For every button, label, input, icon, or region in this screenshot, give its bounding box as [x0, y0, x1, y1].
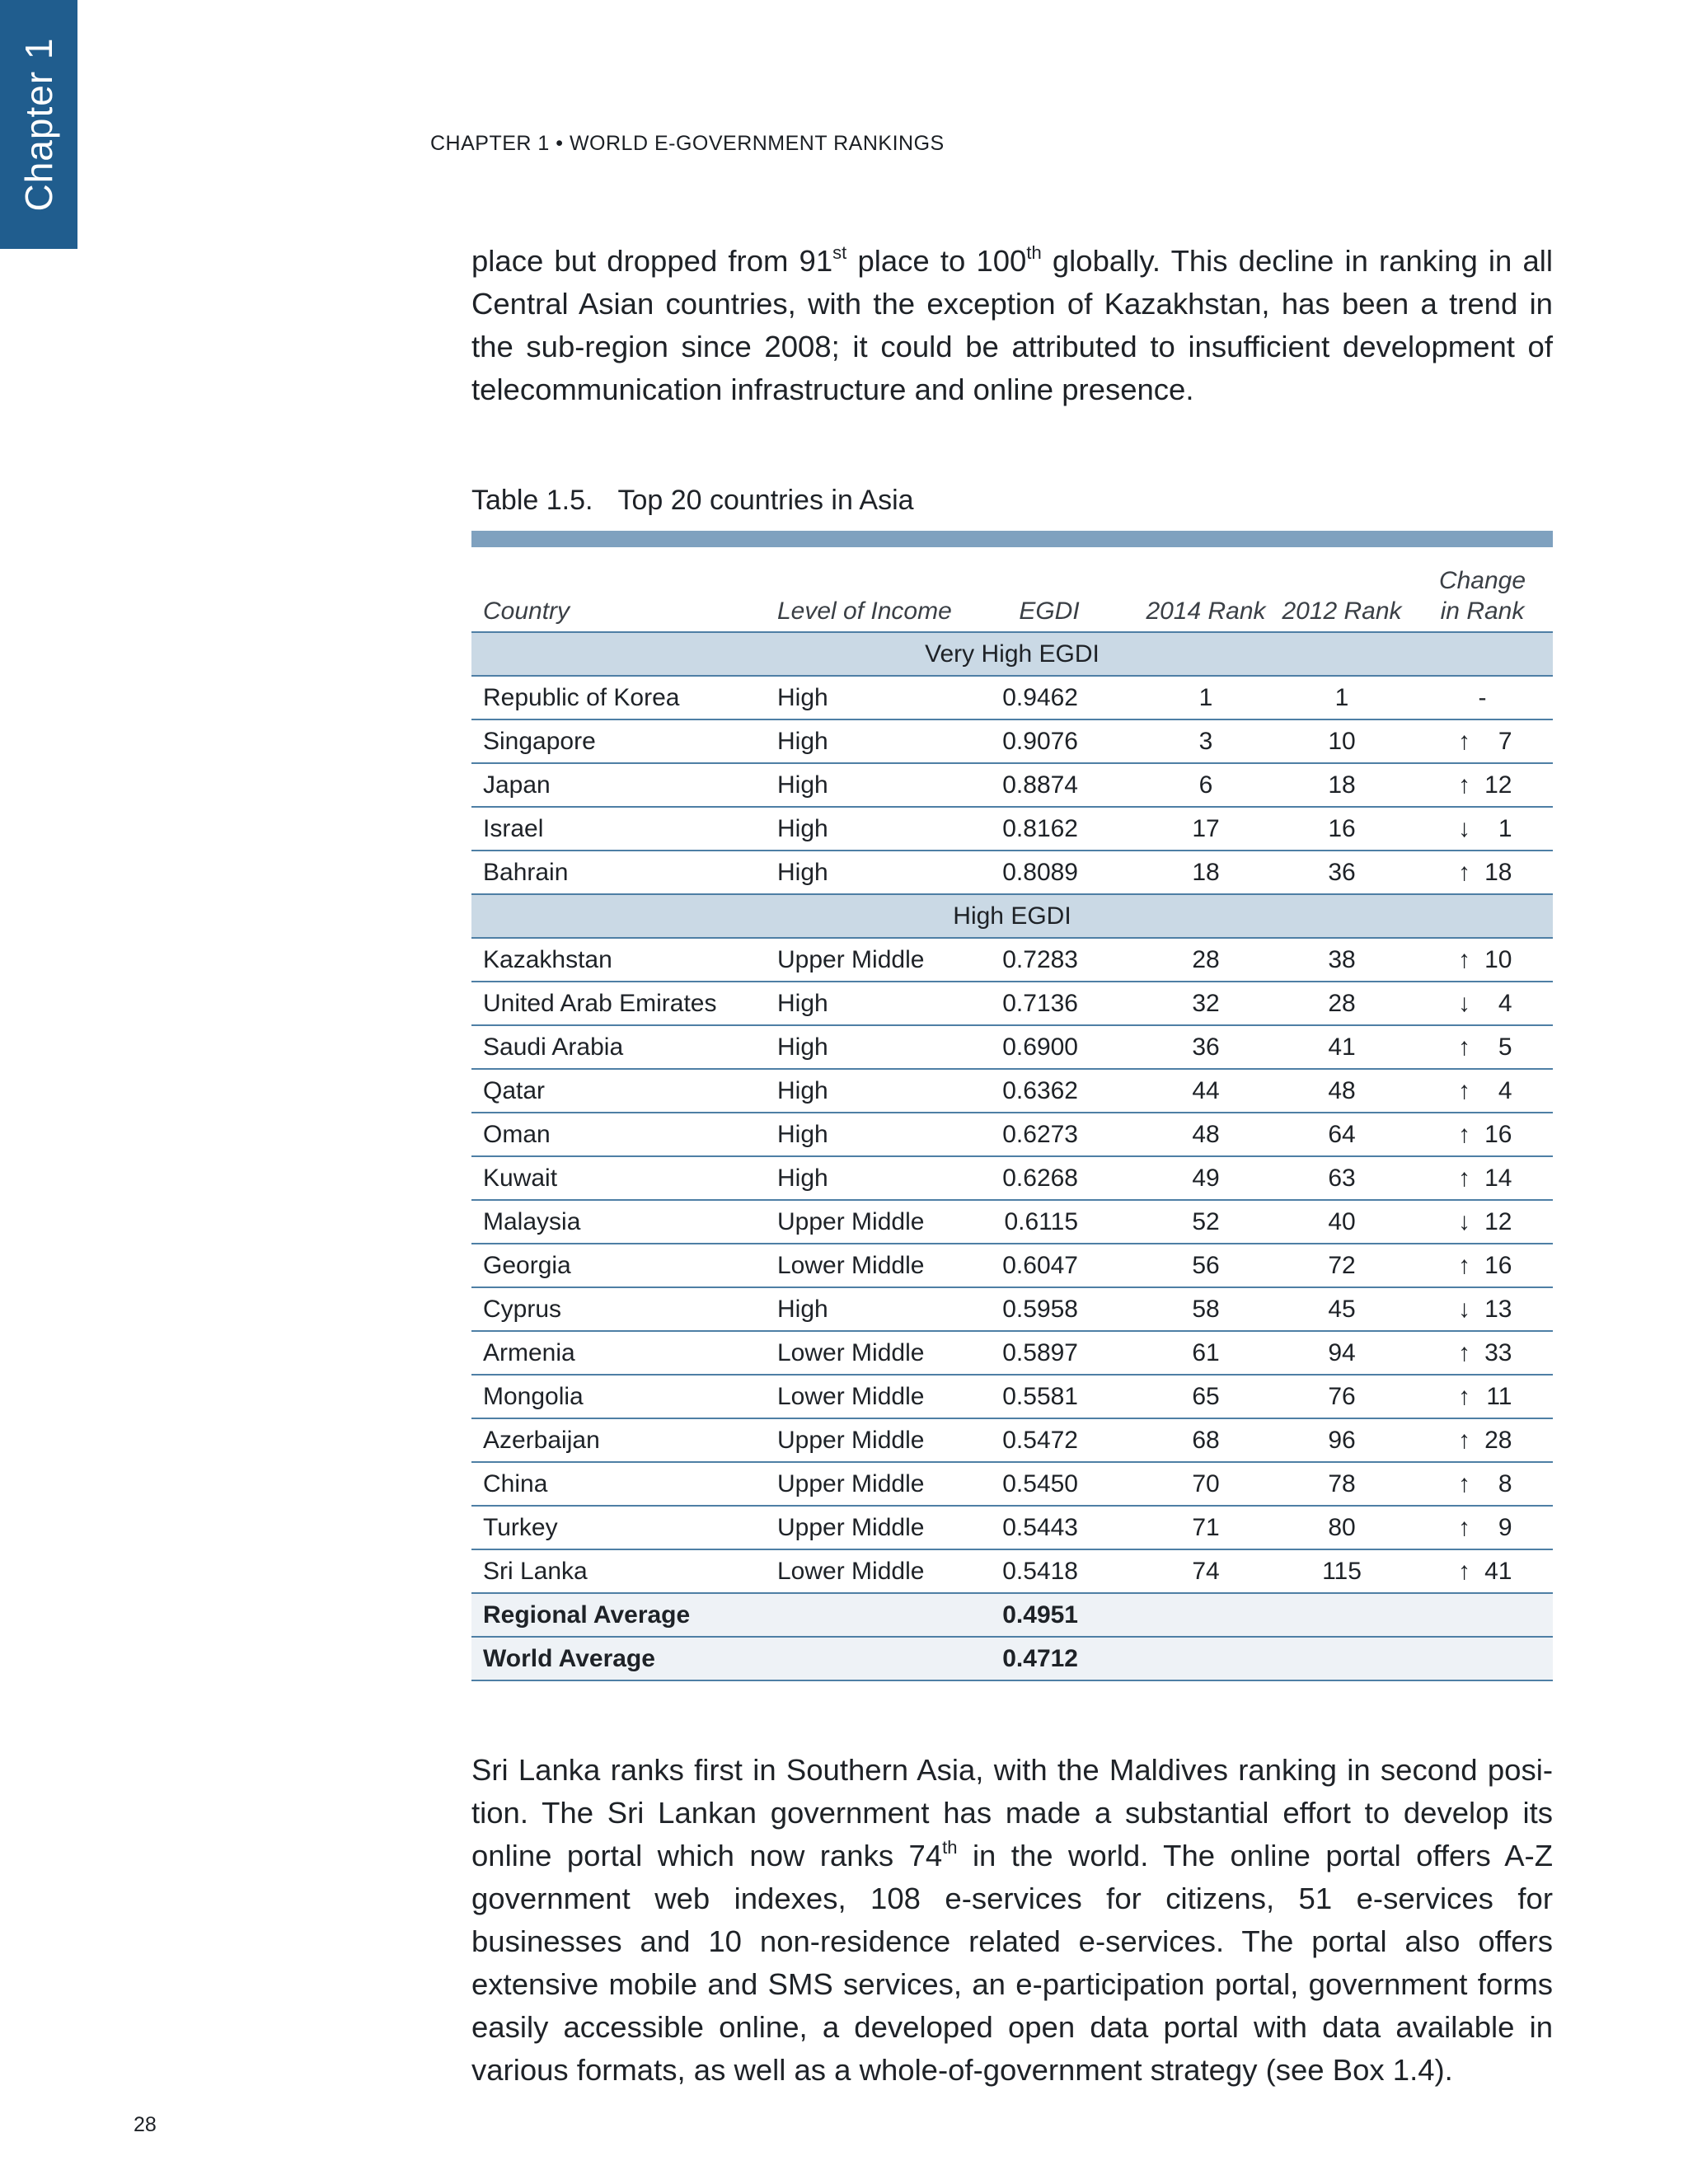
change-value: 16	[1484, 1121, 1512, 1148]
rank-2012-cell: 80	[1272, 1506, 1412, 1549]
egdi-cell: 0.7136	[983, 982, 1140, 1025]
change-value: 12	[1484, 1208, 1512, 1235]
change-value: 16	[1484, 1252, 1512, 1279]
body-text-1: Sri Lanka ranks first in Southern Asia, with the Maldives ranking in second position. The Sri Lankan government has made a substantial effort to develop its online portal which now ranks 74	[471, 1753, 1553, 1872]
average-row	[471, 1637, 1553, 1680]
header-income: Level of Income	[777, 554, 983, 632]
rank-2014-cell: 58	[1140, 1287, 1272, 1331]
change-value: 33	[1484, 1339, 1512, 1366]
header-change-line1: Change	[1438, 567, 1526, 594]
change-cell	[1412, 1069, 1553, 1113]
egdi-cell: 0.5443	[983, 1506, 1140, 1549]
table-title: Top 20 countries in Asia	[617, 485, 914, 516]
income-cell: Upper Middle	[777, 1418, 983, 1462]
egdi-cell: 0.6115	[983, 1200, 1140, 1244]
change-cell	[1412, 1156, 1553, 1200]
rank-2012-cell: 41	[1272, 1025, 1412, 1069]
income-cell: High	[777, 1113, 983, 1156]
income-cell: Lower Middle	[777, 1244, 983, 1287]
arrow-up-icon: ↑	[1458, 1558, 1470, 1585]
change-value: 41	[1484, 1558, 1512, 1585]
table-row	[471, 982, 1553, 1025]
rank-2012-cell: 78	[1272, 1462, 1412, 1506]
change-value: 12	[1484, 771, 1512, 799]
rank-2012-cell: 38	[1272, 938, 1412, 982]
rankings-table	[471, 554, 1553, 1681]
rank-2012-cell: 76	[1272, 1375, 1412, 1418]
country-cell: Sri Lanka	[471, 1549, 777, 1593]
arrow-up-icon: ↑	[1458, 1252, 1470, 1279]
rank-2014-cell: 48	[1140, 1113, 1272, 1156]
rank-2012-cell: 40	[1272, 1200, 1412, 1244]
table-body	[471, 632, 1553, 1680]
table-caption	[471, 485, 914, 517]
change-cell	[1412, 938, 1553, 982]
table-row	[471, 807, 1553, 851]
running-head: CHAPTER 1 • WORLD E-GOVERNMENT RANKINGS	[430, 132, 945, 155]
rank-2014-cell: 71	[1140, 1506, 1272, 1549]
rank-2014-cell: 49	[1140, 1156, 1272, 1200]
rank-2012-cell: 63	[1272, 1156, 1412, 1200]
rank-2014-cell: 3	[1140, 719, 1272, 763]
empty-cell	[1140, 1593, 1272, 1637]
rank-2014-cell: 56	[1140, 1244, 1272, 1287]
chapter-tab	[0, 0, 77, 249]
income-cell: Upper Middle	[777, 938, 983, 982]
page-number: 28	[134, 2113, 157, 2136]
income-cell: High	[777, 982, 983, 1025]
country-cell: Oman	[471, 1113, 777, 1156]
empty-cell	[1272, 1593, 1412, 1637]
table-top-rule	[471, 531, 1553, 547]
table-row	[471, 719, 1553, 763]
table-row	[471, 1462, 1553, 1506]
income-cell: High	[777, 719, 983, 763]
arrow-down-icon: ↓	[1458, 990, 1470, 1017]
income-cell: Lower Middle	[777, 1375, 983, 1418]
arrow-up-icon: ↑	[1458, 1514, 1470, 1541]
egdi-cell: 0.7283	[983, 938, 1140, 982]
arrow-down-icon: ↓	[1458, 1208, 1470, 1235]
egdi-cell: 0.9462	[983, 676, 1140, 719]
rank-2014-cell: 65	[1140, 1375, 1272, 1418]
change-cell	[1412, 719, 1553, 763]
egdi-cell: 0.5897	[983, 1331, 1140, 1375]
rank-2014-cell: 44	[1140, 1069, 1272, 1113]
change-value: 5	[1498, 1033, 1512, 1061]
income-cell: Upper Middle	[777, 1506, 983, 1549]
table-header-row	[471, 554, 1553, 632]
change-cell	[1412, 763, 1553, 807]
change-value: 1	[1498, 815, 1512, 842]
arrow-up-icon: ↑	[1458, 771, 1470, 799]
arrow-up-icon: ↑	[1458, 1165, 1470, 1192]
rank-2014-cell: 28	[1140, 938, 1272, 982]
body-paragraph	[471, 1749, 1553, 2092]
income-cell: Upper Middle	[777, 1462, 983, 1506]
egdi-cell: 0.5581	[983, 1375, 1140, 1418]
change-cell	[1412, 1113, 1553, 1156]
rank-2012-cell: 45	[1272, 1287, 1412, 1331]
egdi-cell: 0.8874	[983, 763, 1140, 807]
rank-2014-cell: 18	[1140, 851, 1272, 894]
rank-2012-cell: 115	[1272, 1549, 1412, 1593]
country-cell: Kuwait	[471, 1156, 777, 1200]
arrow-up-icon: ↑	[1458, 1427, 1470, 1454]
body-sup-1: th	[942, 1836, 958, 1858]
table-row	[471, 763, 1553, 807]
rank-2014-cell: 32	[1140, 982, 1272, 1025]
table-row	[471, 1244, 1553, 1287]
arrow-up-icon: ↑	[1458, 1383, 1470, 1410]
average-label: Regional Average	[471, 1593, 983, 1637]
empty-cell	[1140, 1637, 1272, 1680]
table-row	[471, 676, 1553, 719]
egdi-cell: 0.6900	[983, 1025, 1140, 1069]
change-cell	[1412, 807, 1553, 851]
rank-2014-cell: 68	[1140, 1418, 1272, 1462]
rank-2012-cell: 96	[1272, 1418, 1412, 1462]
table-row	[471, 1375, 1553, 1418]
arrow-up-icon: ↑	[1458, 1077, 1470, 1104]
change-value: 18	[1484, 859, 1512, 886]
table-row	[471, 1506, 1553, 1549]
header-country: Country	[471, 554, 777, 632]
egdi-cell: 0.6047	[983, 1244, 1140, 1287]
change-value: 14	[1484, 1165, 1512, 1192]
change-cell	[1412, 1506, 1553, 1549]
rank-2012-cell: 72	[1272, 1244, 1412, 1287]
table-row	[471, 851, 1553, 894]
income-cell: High	[777, 851, 983, 894]
table-row	[471, 1418, 1553, 1462]
country-cell: Cyprus	[471, 1287, 777, 1331]
rank-2014-cell: 1	[1140, 676, 1272, 719]
egdi-cell: 0.5450	[983, 1462, 1140, 1506]
group-header-row	[471, 894, 1553, 938]
income-cell: High	[777, 1069, 983, 1113]
country-cell: Kazakhstan	[471, 938, 777, 982]
table-row	[471, 938, 1553, 982]
rank-2012-cell: 16	[1272, 807, 1412, 851]
table-row	[471, 1113, 1553, 1156]
header-rank-2014: 2014 Rank	[1140, 554, 1272, 632]
country-cell: Turkey	[471, 1506, 777, 1549]
table-row	[471, 1200, 1553, 1244]
group-header-row	[471, 632, 1553, 676]
intro-text-3: globally. This decline in ranking in all Central Asian countries, with the exception of Kazakhstan, has been a trend in the sub-region since 2008; it could be attributed to insufficient development of telecommunication infrastructure and online presence.	[471, 244, 1553, 406]
country-cell: Qatar	[471, 1069, 777, 1113]
rank-2012-cell: 36	[1272, 851, 1412, 894]
change-cell	[1412, 1549, 1553, 1593]
change-cell	[1412, 1375, 1553, 1418]
intro-sup-2: th	[1026, 241, 1042, 263]
change-value: 13	[1484, 1296, 1512, 1323]
change-value: 4	[1498, 990, 1512, 1017]
empty-cell	[1412, 1637, 1553, 1680]
income-cell: Lower Middle	[777, 1549, 983, 1593]
intro-text-2: place to 100	[846, 244, 1027, 278]
rank-2012-cell: 64	[1272, 1113, 1412, 1156]
arrow-up-icon: ↑	[1458, 946, 1470, 973]
arrow-up-icon: ↑	[1458, 859, 1470, 886]
egdi-cell: 0.6268	[983, 1156, 1140, 1200]
country-cell: Malaysia	[471, 1200, 777, 1244]
intro-text-1: place but dropped from 91	[471, 244, 833, 278]
country-cell: Republic of Korea	[471, 676, 777, 719]
egdi-cell: 0.9076	[983, 719, 1140, 763]
change-value: 8	[1498, 1470, 1512, 1497]
rank-2014-cell: 17	[1140, 807, 1272, 851]
change-value: 4	[1498, 1077, 1512, 1104]
empty-cell	[1272, 1637, 1412, 1680]
change-value: -	[1478, 684, 1487, 711]
country-cell: Armenia	[471, 1331, 777, 1375]
egdi-cell: 0.5418	[983, 1549, 1140, 1593]
income-cell: Upper Middle	[777, 1200, 983, 1244]
egdi-cell: 0.5958	[983, 1287, 1140, 1331]
change-cell	[1412, 982, 1553, 1025]
arrow-up-icon: ↑	[1458, 728, 1470, 755]
body-text-2: in the world. The online portal offers A-Z government web indexes, 108 e-services for citizens, 51 e-services for businesses and 10 non-residence related e-services. The portal also offers extensive mobile and SMS services, an e-participation portal, government forms easily accessible online, a developed open data portal with data available in various formats, as well as a whole-of-government strategy (see Box 1.4).	[471, 1839, 1553, 2087]
country-cell: Georgia	[471, 1244, 777, 1287]
intro-sup-1: st	[832, 241, 847, 263]
intro-paragraph	[471, 240, 1553, 411]
change-cell	[1412, 1025, 1553, 1069]
change-value: 11	[1486, 1383, 1512, 1410]
rank-2014-cell: 70	[1140, 1462, 1272, 1506]
arrow-up-icon: ↑	[1458, 1033, 1470, 1061]
income-cell: High	[777, 763, 983, 807]
egdi-cell: 0.6273	[983, 1113, 1140, 1156]
rank-2014-cell: 74	[1140, 1549, 1272, 1593]
country-cell: Bahrain	[471, 851, 777, 894]
table-number: Table 1.5.	[471, 485, 593, 516]
change-cell	[1412, 1200, 1553, 1244]
chapter-tab-label: Chapter 1	[17, 37, 60, 212]
change-cell	[1412, 1418, 1553, 1462]
table-row	[471, 1069, 1553, 1113]
arrow-up-icon: ↑	[1458, 1339, 1470, 1366]
change-cell	[1412, 1331, 1553, 1375]
country-cell: Singapore	[471, 719, 777, 763]
change-value: 9	[1498, 1514, 1512, 1541]
header-change-line2: in Rank	[1440, 598, 1525, 625]
arrow-down-icon: ↓	[1458, 815, 1470, 842]
income-cell: High	[777, 676, 983, 719]
rank-2012-cell: 48	[1272, 1069, 1412, 1113]
rank-2014-cell: 36	[1140, 1025, 1272, 1069]
change-cell	[1412, 676, 1553, 719]
country-cell: Azerbaijan	[471, 1418, 777, 1462]
rank-2012-cell: 1	[1272, 676, 1412, 719]
rank-2014-cell: 6	[1140, 763, 1272, 807]
arrow-up-icon: ↑	[1458, 1121, 1470, 1148]
egdi-cell: 0.5472	[983, 1418, 1140, 1462]
country-cell: Mongolia	[471, 1375, 777, 1418]
average-egdi: 0.4951	[983, 1593, 1140, 1637]
arrow-up-icon: ↑	[1458, 1470, 1470, 1497]
rank-2012-cell: 18	[1272, 763, 1412, 807]
country-cell: United Arab Emirates	[471, 982, 777, 1025]
country-cell: China	[471, 1462, 777, 1506]
egdi-cell: 0.8089	[983, 851, 1140, 894]
table-row	[471, 1156, 1553, 1200]
table-row	[471, 1331, 1553, 1375]
rank-2012-cell: 94	[1272, 1331, 1412, 1375]
table-row	[471, 1549, 1553, 1593]
rank-2014-cell: 52	[1140, 1200, 1272, 1244]
table-row	[471, 1025, 1553, 1069]
egdi-cell: 0.8162	[983, 807, 1140, 851]
income-cell: High	[777, 1156, 983, 1200]
income-cell: High	[777, 807, 983, 851]
change-cell	[1412, 1244, 1553, 1287]
income-cell: High	[777, 1025, 983, 1069]
group-header-label: High EGDI	[471, 894, 1553, 938]
rank-2014-cell: 61	[1140, 1331, 1272, 1375]
average-row	[471, 1593, 1553, 1637]
average-egdi: 0.4712	[983, 1637, 1140, 1680]
header-change	[1412, 554, 1553, 632]
income-cell: High	[777, 1287, 983, 1331]
egdi-cell: 0.6362	[983, 1069, 1140, 1113]
arrow-down-icon: ↓	[1458, 1296, 1470, 1323]
change-cell	[1412, 1287, 1553, 1331]
change-cell	[1412, 851, 1553, 894]
header-egdi: EGDI	[983, 554, 1140, 632]
empty-cell	[1412, 1593, 1553, 1637]
change-value: 10	[1484, 946, 1512, 973]
income-cell: Lower Middle	[777, 1331, 983, 1375]
rank-2012-cell: 28	[1272, 982, 1412, 1025]
country-cell: Israel	[471, 807, 777, 851]
group-header-label: Very High EGDI	[471, 632, 1553, 676]
average-label: World Average	[471, 1637, 983, 1680]
change-value: 28	[1484, 1427, 1512, 1454]
country-cell: Saudi Arabia	[471, 1025, 777, 1069]
change-value: 7	[1498, 728, 1512, 755]
table-row	[471, 1287, 1553, 1331]
header-rank-2012: 2012 Rank	[1272, 554, 1412, 632]
country-cell: Japan	[471, 763, 777, 807]
change-cell	[1412, 1462, 1553, 1506]
rank-2012-cell: 10	[1272, 719, 1412, 763]
